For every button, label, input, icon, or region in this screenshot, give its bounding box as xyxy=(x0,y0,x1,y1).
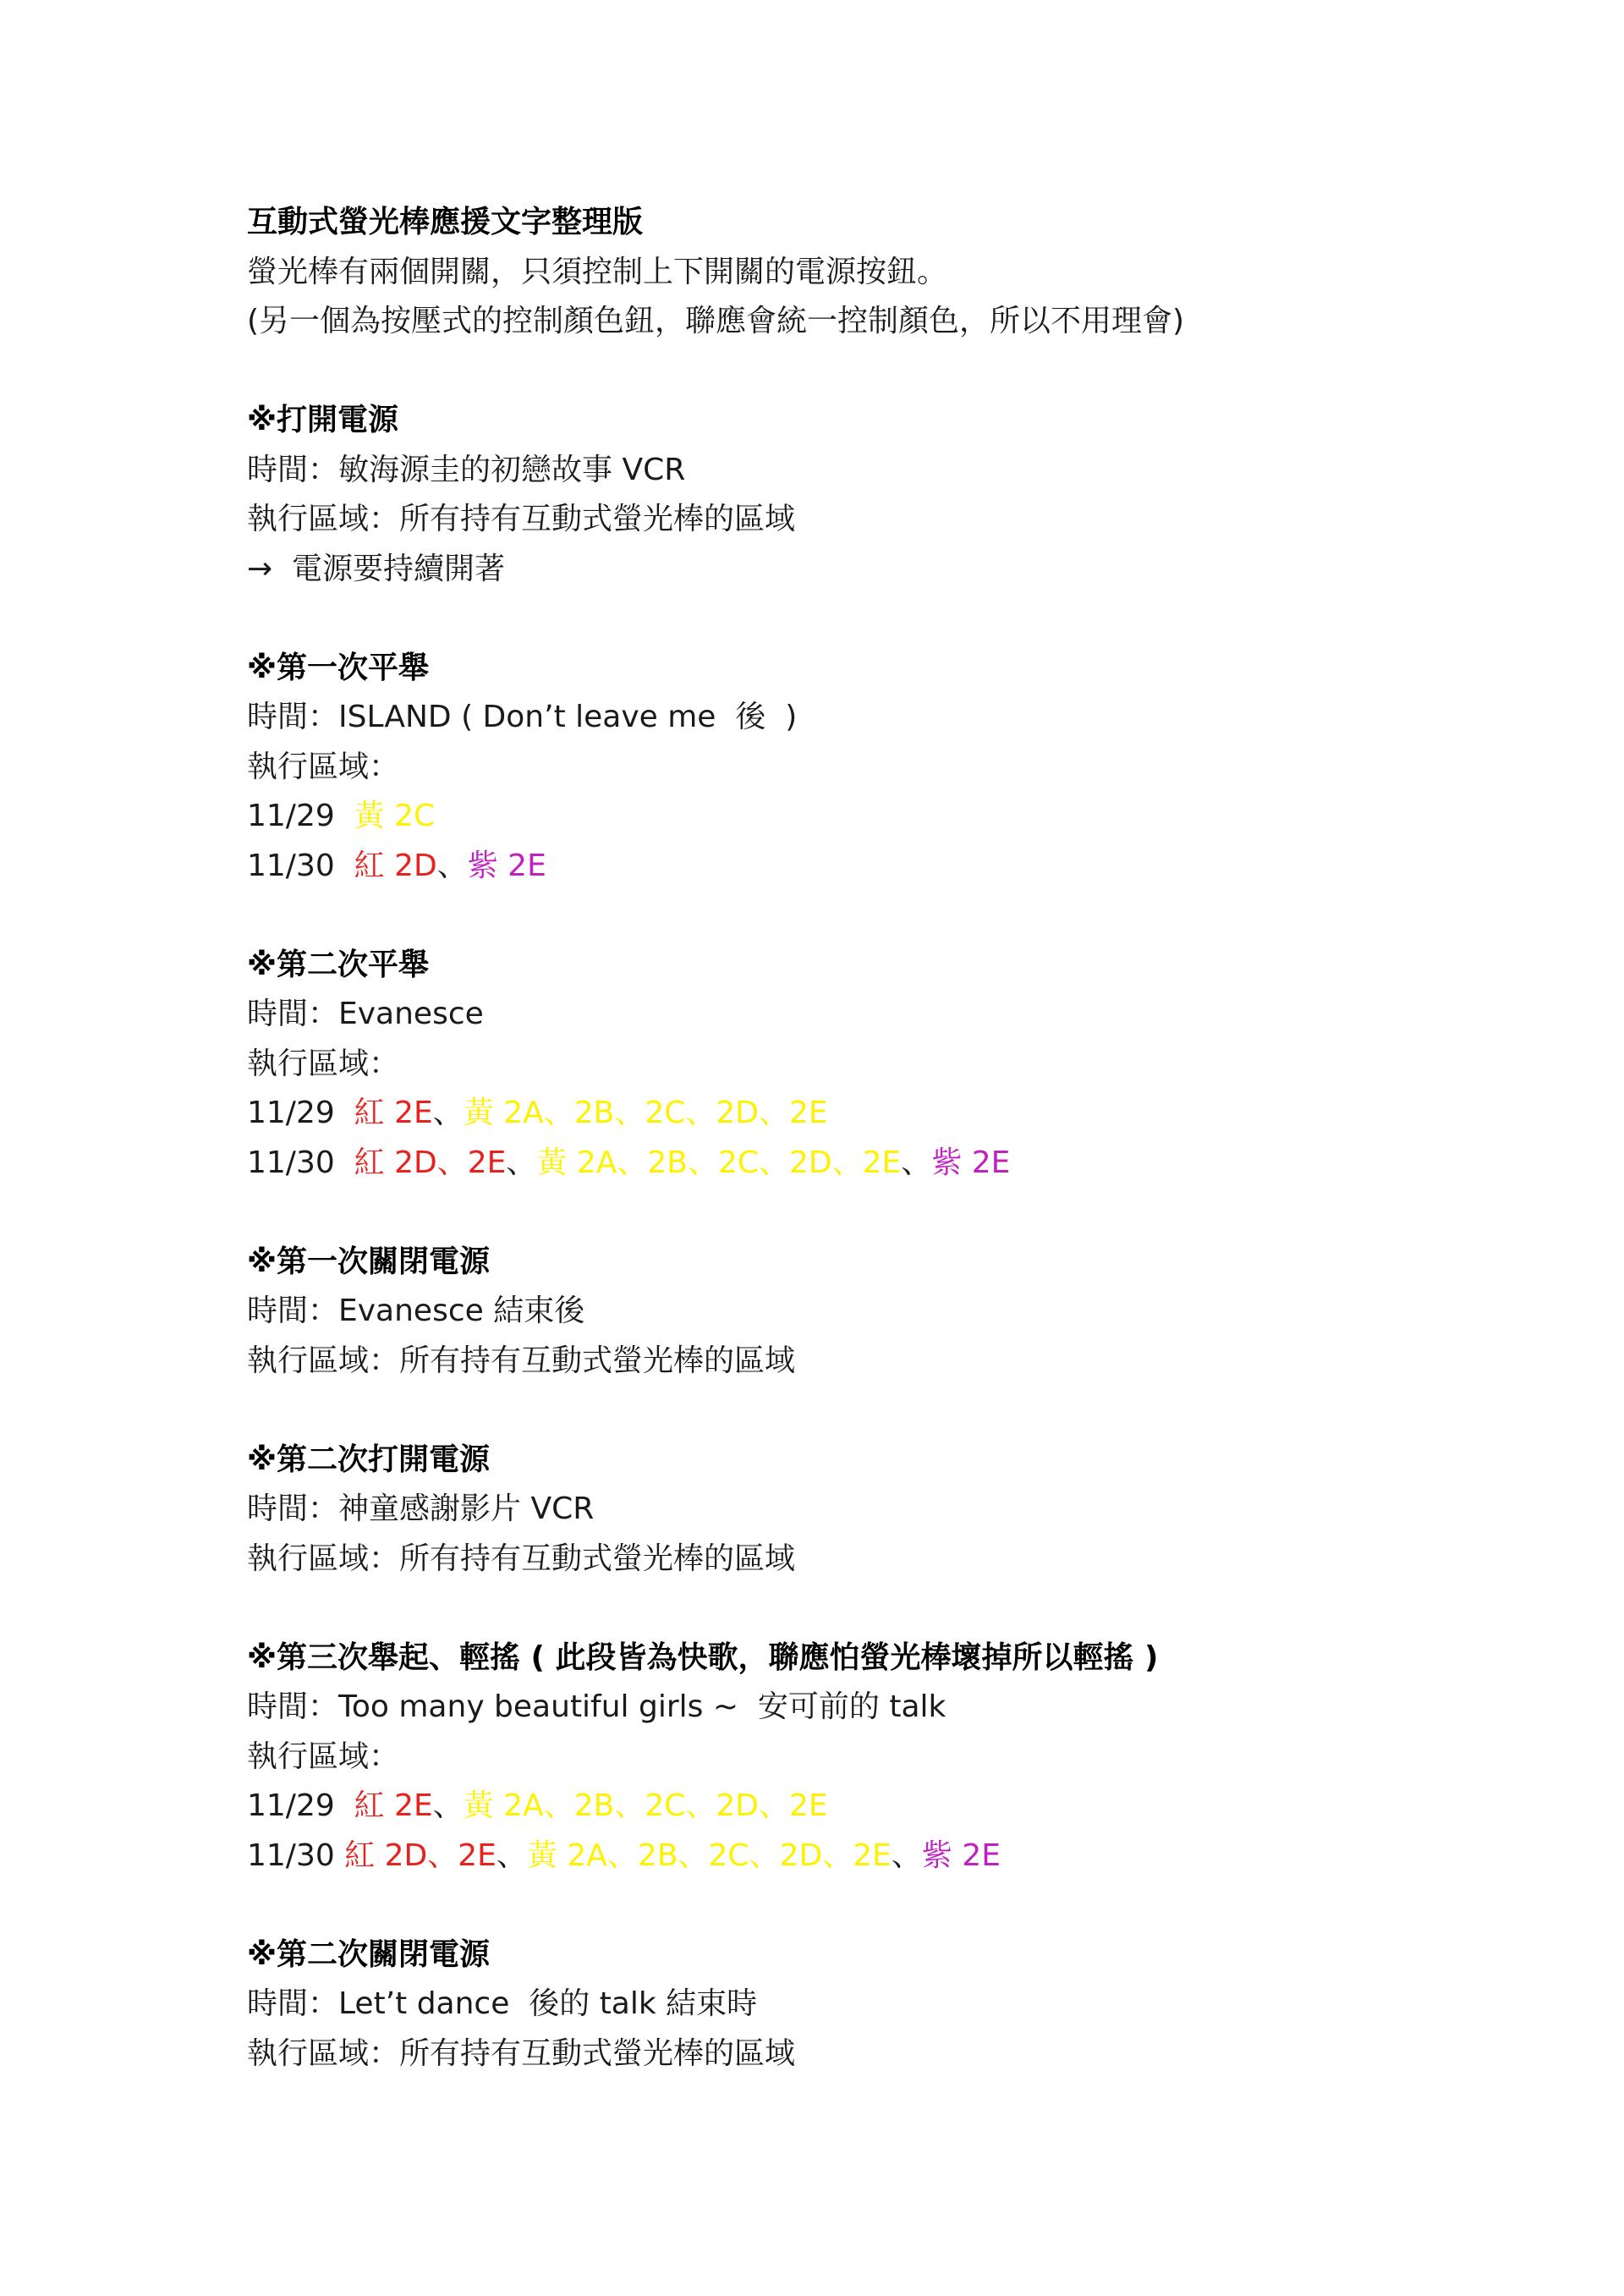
section-spacer xyxy=(247,1386,1516,1436)
yellow-zone-label: 黃 2A、2B、2C、2D、2E xyxy=(536,1145,902,1180)
text-segment: 11/30 xyxy=(247,848,354,883)
text-segment: 執行區域：所有持有互動式螢光棒的區域 xyxy=(247,1541,796,1576)
section-line xyxy=(247,495,1516,545)
text-segment: 、 xyxy=(432,1788,464,1823)
text-segment: 11/30 xyxy=(247,1145,354,1180)
text-segment: 、 xyxy=(496,1837,527,1873)
red-zone-label: 紅 2E xyxy=(354,1788,433,1823)
section-line xyxy=(247,1980,1516,2030)
section-line xyxy=(247,743,1516,793)
section-line xyxy=(247,792,1516,842)
text-segment: 時間：Let’t dance 後的 talk 結束時 xyxy=(247,1986,758,2021)
text-segment: 時間：ISLAND ( Don’t leave me 後 ) xyxy=(247,700,798,734)
section-line xyxy=(247,1337,1516,1387)
section-spacer xyxy=(247,891,1516,941)
text-segment: 執行區域：所有持有互動式螢光棒的區域 xyxy=(247,502,796,536)
document-title: 互動式螢光棒應援文字整理版 xyxy=(247,205,644,239)
text-segment: 、 xyxy=(506,1145,537,1180)
section-heading: ※第一次關閉電源 xyxy=(247,1244,490,1279)
section-line xyxy=(247,990,1516,1040)
section-spacer xyxy=(247,1881,1516,1931)
text-segment: → 電源要持續開著 xyxy=(247,551,506,586)
text-segment: 、 xyxy=(432,1096,464,1130)
section-line xyxy=(247,446,1516,496)
red-zone-label: 紅 2D、2E xyxy=(344,1837,497,1873)
section-line xyxy=(247,1139,1516,1189)
section-heading: ※第二次平舉 xyxy=(247,947,429,982)
section-heading: ※第二次關閉電源 xyxy=(247,1936,490,1972)
text-segment: 執行區域：所有持有互動式螢光棒的區域 xyxy=(247,1343,796,1378)
red-zone-label: 紅 2E xyxy=(354,1096,433,1130)
sections-container xyxy=(247,347,1516,2079)
red-zone-label: 紅 2D xyxy=(354,848,437,883)
section-line xyxy=(247,693,1516,743)
yellow-zone-label: 黃 2A、2B、2C、2D、2E xyxy=(526,1837,892,1873)
section-line xyxy=(247,1535,1516,1585)
purple-zone-label: 紫 2E xyxy=(931,1145,1011,1180)
purple-zone-label: 紫 2E xyxy=(467,848,546,883)
text-segment: 11/29 xyxy=(247,1096,354,1130)
section-spacer xyxy=(247,594,1516,644)
text-segment: 執行區域： xyxy=(247,1046,400,1081)
yellow-zone-label: 黃 2C xyxy=(354,799,436,833)
text-segment: 、 xyxy=(891,1837,922,1873)
section-line xyxy=(247,1287,1516,1337)
section-line xyxy=(247,1733,1516,1782)
text-segment: 執行區域：所有持有互動式螢光棒的區域 xyxy=(247,2035,796,2071)
section-line xyxy=(247,842,1516,892)
section-heading: ※第一次平舉 xyxy=(247,650,429,685)
yellow-zone-label: 黃 2A、2B、2C、2D、2E xyxy=(463,1788,828,1823)
text-segment: 時間：敏海源圭的初戀故事 VCR xyxy=(247,452,686,487)
text-segment: 、 xyxy=(901,1145,932,1180)
section-line xyxy=(247,1782,1516,1832)
section-line xyxy=(247,1832,1516,1881)
text-segment: 11/29 xyxy=(247,799,354,833)
purple-zone-label: 紫 2E xyxy=(921,1837,1001,1873)
section-spacer xyxy=(247,1188,1516,1238)
section-line xyxy=(247,1683,1516,1733)
yellow-zone-label: 黃 2A、2B、2C、2D、2E xyxy=(463,1096,828,1130)
section-line xyxy=(247,545,1516,595)
text-segment: 執行區域： xyxy=(247,749,400,784)
section-line xyxy=(247,2030,1516,2079)
section-heading: ※打開電源 xyxy=(247,403,398,437)
text-segment: 時間：Too many beautiful girls ~ 安可前的 talk xyxy=(247,1689,946,1724)
section-spacer xyxy=(247,347,1516,397)
text-segment: 執行區域： xyxy=(247,1738,400,1774)
intro-line: 螢光棒有兩個開關，只須控制上下開關的電源按鈕。 xyxy=(247,254,948,289)
section-line xyxy=(247,1040,1516,1090)
red-zone-label: 紅 2D、2E xyxy=(354,1145,507,1180)
section-heading: ※第三次舉起、輕搖 ( 此段皆為快歌，聯應怕螢光棒壞掉所以輕搖 ) xyxy=(247,1640,1159,1675)
text-segment: 11/30 xyxy=(247,1837,345,1873)
intro-line: (另一個為按壓式的控制顏色鈕，聯應會統一控制顏色，所以不用理會) xyxy=(247,304,1185,338)
document-body xyxy=(247,198,1516,2079)
section-spacer xyxy=(247,1584,1516,1634)
section-line xyxy=(247,1485,1516,1535)
text-segment: 時間：Evanesce 結束後 xyxy=(247,1294,585,1328)
text-segment: 、 xyxy=(436,848,468,883)
section-line xyxy=(247,1089,1516,1139)
text-segment: 11/29 xyxy=(247,1788,354,1823)
section-heading: ※第二次打開電源 xyxy=(247,1442,490,1477)
text-segment: 時間：神童感謝影片 VCR xyxy=(247,1491,595,1526)
text-segment: 時間：Evanesce xyxy=(247,997,484,1031)
